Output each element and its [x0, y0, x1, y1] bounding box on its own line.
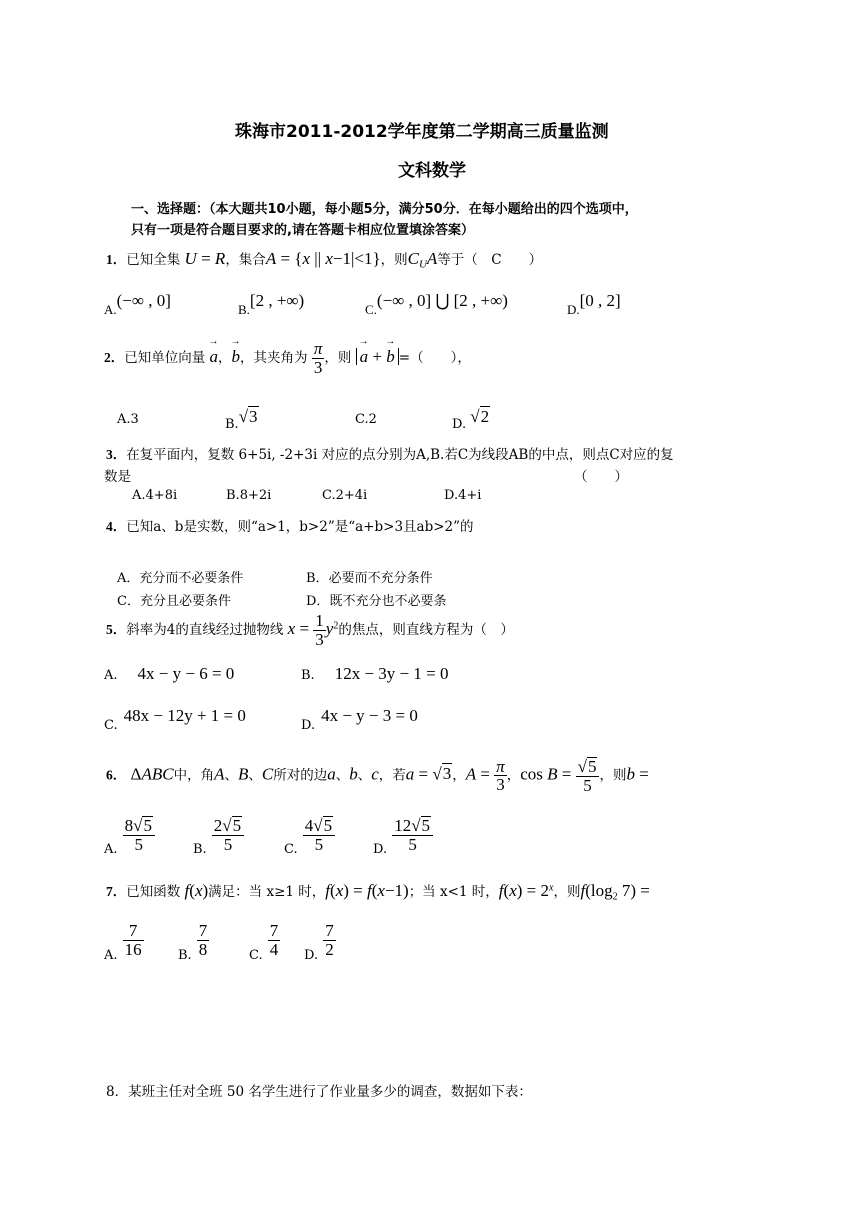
question-number: 4．: [106, 519, 127, 534]
question-number: 5．: [106, 621, 127, 637]
option-7b: $_{B.}$ $\frac{7}{8}$: [178, 921, 208, 963]
question-3-line2: 数是: [104, 469, 131, 485]
option-1c: $_{C.}$(−∞ , 0] ⋃ [2 , +∞): [365, 291, 508, 317]
question-text: ，则: [380, 252, 408, 268]
section-instructions-line1: 一、选择题：（本大题共10小题，每小题5分，满分50分．在每小题给出的四个选项中，: [131, 202, 638, 217]
vector-sum-magnitude: → a + → b: [356, 348, 399, 365]
question-text: ，其夹角为: [240, 349, 308, 366]
option-2a: A.3: [117, 412, 139, 427]
question-number: 3．: [106, 447, 127, 462]
option-4a: A．充分而不必要条件: [117, 571, 244, 586]
option-6c: $_{C.}$ $\frac{4√5}{5}$: [284, 816, 335, 854]
question-1: 1．已知全集 U = R，集合A = {x || x−1|<1}，则$C_UA$等于（ C ）: [106, 249, 543, 271]
cosB-fraction: $\frac{√5}{5}$: [576, 757, 600, 795]
option-2d: D. √2: [452, 407, 490, 432]
fraction-one-third: $\frac{1}{3}$: [315, 611, 324, 649]
question-text: ，则: [599, 767, 627, 784]
option-4d: D．既不充分也不必要条: [306, 594, 447, 609]
option-1d: $_{D.}$[0 , 2]: [567, 291, 621, 317]
option-6b: $_{B.}$ $\frac{2√5}{5}$: [193, 816, 244, 854]
question-text: 所对的边: [273, 767, 328, 784]
question-text: =（ ），: [398, 349, 471, 366]
option-7d: $_{D.}$ $\frac{7}{2}$: [304, 921, 334, 963]
question-text: ；当 x<1 时，: [408, 884, 499, 900]
question-text: 在复平面内，复数 6+5i, -2+3i 对应的点分别为A,B.若C为线段AB的中点，则点C对应的复: [126, 447, 674, 463]
vector-a: → a: [210, 347, 219, 367]
option-4c: C．充分且必要条件: [117, 594, 231, 609]
question-4: [106, 515, 474, 535]
vector-b: → b: [232, 347, 241, 367]
option-6d: $_{D.}$ $\frac{12√5}{5}$: [373, 816, 433, 854]
option-2b: B.√3: [225, 407, 258, 432]
option-3d: D.4+i: [444, 488, 482, 503]
question-2: 2．已知单位向量 → a，→ b，其夹角为 $\frac{\pi}{3}$ ，则 → a + → b =（ ），: [104, 340, 471, 377]
question-text: 已知单位向量: [124, 349, 206, 366]
option-7a: $_{A.}$ $\frac{7}{16}$: [104, 921, 142, 963]
option-1a: $_{A.}$(−∞ , 0]: [104, 291, 171, 317]
question-text: 已知全集: [126, 252, 181, 268]
exam-subtitle: 文科数学: [398, 161, 466, 181]
question-text: ，则: [553, 884, 581, 900]
angle-A-fraction: $\frac{\pi}{3}$: [496, 756, 505, 795]
question-text: ，则: [324, 349, 352, 366]
option-4b: B．必要而不充分条件: [306, 571, 433, 586]
angle-fraction: $\frac{\pi}{3}$: [313, 339, 323, 377]
section-instructions-line2: 只有一项是符合题目要求的,请在答题卡相应位置填涂答案）: [131, 223, 474, 238]
option-3a: A.4+8i: [132, 488, 178, 503]
question-text: ，集合: [225, 252, 266, 268]
option-5b: B. 12x − 3y − 1 = 0: [301, 664, 449, 683]
question-text: 的焦点，则直线方程为（ ）: [338, 621, 514, 638]
question-8: [106, 1080, 532, 1100]
question-5: 5．斜率为4的直线经过抛物线 x = $\frac{1}{3}$ $y^2$的焦点，则直线方程为（ ）: [106, 611, 514, 649]
question-number: 1．: [106, 252, 127, 267]
answer-blank: （ ）: [574, 469, 628, 485]
option-3b: B.8+2i: [226, 488, 272, 503]
question-text: 某班主任对全班 50 名学生进行了作业量多少的调查，数据如下表：: [128, 1084, 532, 1100]
question-number: 6．: [106, 767, 127, 783]
option-5c: $_{C.}$48x − 12y + 1 = 0: [104, 706, 246, 733]
question-text: 已知a、b是实数，则“a>1，b>2”是“a+b>3且ab>2”的: [126, 519, 474, 535]
option-5a: A. 4x − y − 6 = 0: [104, 664, 235, 683]
option-5d: $_{D.}$4x − y − 3 = 0: [301, 706, 418, 733]
question-number: 2．: [104, 349, 125, 365]
question-text: 斜率为4的直线经过抛物线: [126, 621, 284, 638]
option-6a: $_{A.}$ $\frac{8√5}{5}$: [104, 816, 155, 854]
question-number: 8．: [106, 1084, 129, 1100]
question-text: 已知函数: [126, 884, 181, 900]
math-expression: U: [184, 249, 197, 268]
question-7: 7．已知函数 f(x)满足：当 x≥1 时，f(x) = f(x−1)；当 x<1 时，$f(x) = 2^x$，则$f(\log_2$ 7) =: [106, 881, 650, 903]
question-text: 满足：当 x≥1 时，: [208, 884, 326, 900]
option-3c: C.2+4i: [322, 488, 368, 503]
question-number: 7．: [106, 884, 127, 899]
option-2c: C.2: [355, 412, 377, 427]
question-text: 中，角: [173, 767, 215, 784]
option-7c: $_{C.}$ $\frac{7}{4}$: [249, 921, 279, 963]
question-text: 等于（ C ）: [437, 252, 543, 268]
option-1b: $_{B.}$[2 , +∞): [238, 291, 305, 317]
exam-title: 珠海市2011-2012学年度第二学期高三质量监测: [235, 122, 609, 142]
question-6: 6． ΔABC中，角A、B、C所对的边a、b、c，若a = √3，A = $\frac{\pi}{3}$ ，cos B = $\frac{√5}{5}$ ，则b =: [106, 756, 649, 795]
question-text: ，若: [378, 767, 406, 784]
question-3: [106, 443, 674, 463]
